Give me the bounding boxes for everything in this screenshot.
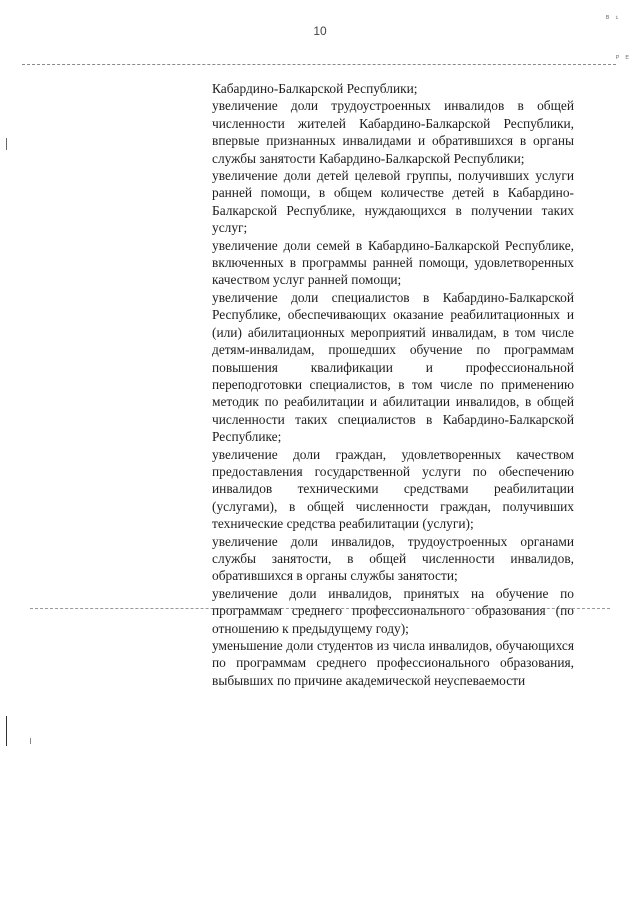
paragraph: увеличение доли трудоустроенных инвалидов в общей численности жителей Кабардино-Балкарской Республики, впервые признанных инвалидами и обратившихся в органы службы занятости Кабардино-Балкарской Республики; xyxy=(212,98,574,166)
paragraph: увеличение доли специалистов в Кабардино-Балкарской Республике, обеспечивающих оказание реабилитационных и (или) абилитационных мероприятий инвалидам, в том числе детям-инвалидам, прошедших обучение по программам повышения квалификации и профессиональной переподготовки специалистов, в том числе по применению методик по реабилитации и абилитации инвалидов, в общей численности таких специалистов в Кабардино-Балкарской Республике; xyxy=(212,289,574,445)
paragraph: увеличение доли инвалидов, принятых на обучение по программам среднего профессионального образования (по отношению к предыдущему году); xyxy=(212,585,574,636)
margin-mark xyxy=(6,716,7,746)
paragraph: увеличение доли семей в Кабардино-Балкарской Республике, включенных в программы ранней помощи, удовлетворенных качеством услуг ранней помощи; xyxy=(212,237,574,288)
document-body xyxy=(212,80,574,689)
scan-mark-top-right: ᴮ ¹ xyxy=(606,14,621,23)
margin-mark xyxy=(30,738,31,744)
scan-mark-right: ᴾ ᴱ xyxy=(616,54,631,63)
header-divider xyxy=(22,64,616,65)
page-number: 10 xyxy=(313,24,327,38)
paragraph: Кабардино-Балкарской Республики; xyxy=(212,81,418,96)
margin-mark xyxy=(6,138,7,150)
paragraph: увеличение доли граждан, удовлетворенных качеством предоставления государственной услуги по обеспечению инвалидов техническими средствами реабилитации (услугами), в общей численности граждан, получивших технические средства реабилитации (услуги); xyxy=(212,446,574,532)
paragraph: уменьшение доли студентов из числа инвалидов, обучающихся по программам среднего профессионального образования, выбывших по причине академической неуспеваемости xyxy=(212,638,574,688)
paragraph: увеличение доли инвалидов, трудоустроенных органами службы занятости, в общей численности инвалидов, обратившихся в органы службы занятости; xyxy=(212,533,574,584)
paragraph: увеличение доли детей целевой группы, получивших услуги ранней помощи, в общем количестве детей в Кабардино-Балкарской Республике, нуждающихся в получении таких услуг; xyxy=(212,168,574,236)
